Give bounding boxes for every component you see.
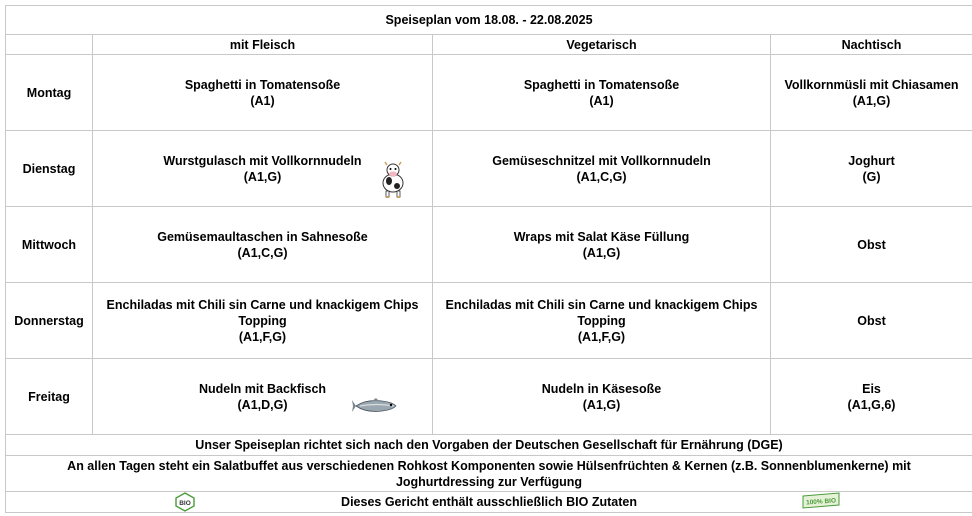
day-label: Freitag <box>6 359 93 435</box>
day-row-donnerstag <box>6 283 972 359</box>
day-row-freitag <box>6 359 972 435</box>
header-meat: mit Fleisch <box>93 35 433 55</box>
allergens: (A1,F,G) <box>238 329 287 344</box>
allergens: (G) <box>862 169 881 184</box>
allergens: (A1,G) <box>243 169 282 184</box>
veg-cell <box>433 359 771 435</box>
cow-icon <box>378 161 408 199</box>
fish-icon <box>352 397 400 415</box>
dish-name: Nudeln mit Backfisch <box>198 381 327 396</box>
bio-seal-text: BIO <box>179 500 191 507</box>
day-label: Dienstag <box>6 131 93 207</box>
veg-cell <box>433 55 771 131</box>
dish-name: Obst <box>857 237 886 252</box>
dish-name: Spaghetti in Tomatensoße <box>184 77 341 92</box>
bio-seal-icon <box>174 492 196 512</box>
header-vegetarian: Vegetarisch <box>433 35 771 55</box>
day-label: Donnerstag <box>6 283 93 359</box>
allergens: (A1) <box>250 93 275 108</box>
dge-note: Unser Speiseplan richtet sich nach den Vorgaben der Deutschen Gesellschaft für Ernährung (DGE) <box>6 435 972 456</box>
allergens: (A1,C,G) <box>237 245 288 260</box>
dessert-cell <box>771 359 972 435</box>
allergens: (A1,C,G) <box>576 169 627 184</box>
dessert-cell <box>771 131 972 207</box>
meat-cell <box>93 55 433 131</box>
allergens: (A1) <box>589 93 614 108</box>
bio-note-cell <box>6 492 972 513</box>
day-row-mittwoch <box>6 207 972 283</box>
menu-title: Speiseplan vom 18.08. - 22.08.2025 <box>6 6 972 35</box>
dish-name: Gemüsemaultaschen in Sahnesoße <box>157 229 368 244</box>
meat-cell <box>93 359 433 435</box>
menu-table <box>5 5 972 513</box>
veg-cell <box>433 207 771 283</box>
dish-name: Wurstgulasch mit Vollkornnudeln <box>163 153 362 168</box>
allergens: (A1,G) <box>852 93 891 108</box>
allergens: (A1,G,6) <box>847 397 896 412</box>
dish-name: Gemüseschnitzel mit Vollkornnudeln <box>492 153 711 168</box>
dish-name: Enchiladas mit Chili sin Carne und knackigem Chips Topping <box>445 297 758 328</box>
day-label: Montag <box>6 55 93 131</box>
header-empty <box>6 35 93 55</box>
dish-name: Joghurt <box>848 153 895 168</box>
header-dessert: Nachtisch <box>771 35 972 55</box>
bio-100-badge-icon <box>801 492 841 510</box>
dish-name: Eis <box>862 381 881 396</box>
meat-cell <box>93 283 433 359</box>
dessert-cell <box>771 283 972 359</box>
allergens: (A1,D,G) <box>237 397 288 412</box>
meat-cell <box>93 207 433 283</box>
meat-cell <box>93 131 433 207</box>
veg-cell <box>433 283 771 359</box>
bio-note: Dieses Gericht enthält ausschließlich BIO Zutaten <box>341 495 637 509</box>
dish-name: Obst <box>857 313 886 328</box>
salad-note: An allen Tagen steht ein Salatbuffet aus verschiedenen Rohkost Komponenten sowie Hülsenfrüchten & Kernen (z.B. Sonnenblumenkerne) mit Joghurtdressing zur Verfügung <box>6 456 972 492</box>
veg-cell <box>433 131 771 207</box>
allergens: (A1,G) <box>582 397 621 412</box>
dish-name: Wraps mit Salat Käse Füllung <box>513 229 690 244</box>
dessert-cell <box>771 207 972 283</box>
allergens: (A1,G) <box>582 245 621 260</box>
day-label: Mittwoch <box>6 207 93 283</box>
dish-name: Spaghetti in Tomatensoße <box>523 77 680 92</box>
dish-name: Nudeln in Käsesoße <box>541 381 662 396</box>
dish-name: Vollkornmüsli mit Chiasamen <box>784 77 959 92</box>
bio-100-text: 100% BIO <box>805 497 837 507</box>
dessert-cell <box>771 55 972 131</box>
day-row-dienstag <box>6 131 972 207</box>
allergens: (A1,F,G) <box>577 329 626 344</box>
dish-name: Enchiladas mit Chili sin Carne und knackigem Chips Topping <box>106 297 419 328</box>
day-row-montag <box>6 55 972 131</box>
